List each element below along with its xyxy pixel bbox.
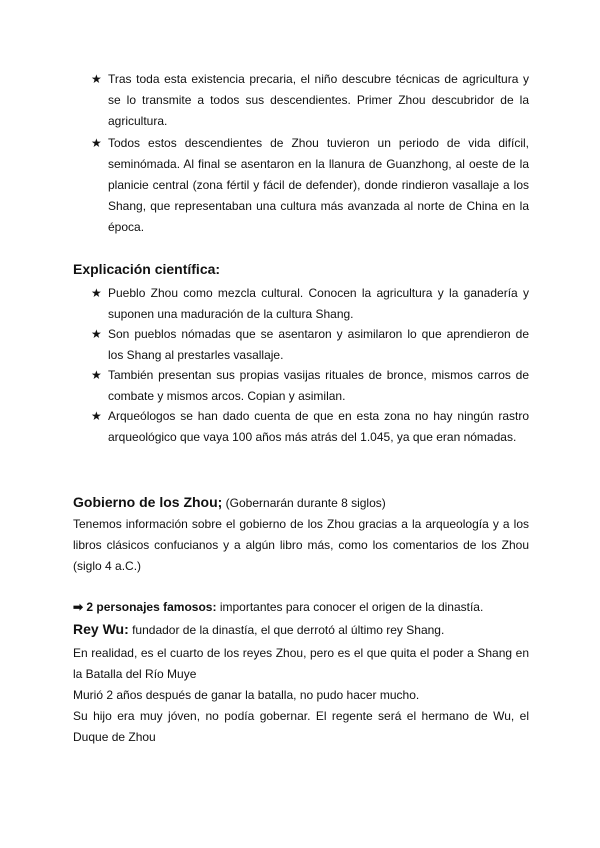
bullet-text: Son pueblos nómadas que se asentaron y asimilaron lo que aprendieron de los Shang al prestarles vasallaje. bbox=[108, 327, 529, 362]
star-icon: ★ bbox=[91, 72, 102, 86]
bullet-text: Tras toda esta existencia precaria, el niño descubre técnicas de agricultura y se lo transmite a todos sus descendientes. Primer Zhou descubridor de la agricultura. bbox=[108, 72, 529, 128]
science-bullet bbox=[91, 406, 529, 448]
personajes-line bbox=[73, 597, 529, 618]
bullet-text: Todos estos descendientes de Zhou tuvieron un periodo de vida difícil, seminómada. Al final se asentaron en la llanura de Guanzhong, al oeste de la planicie central (zona fértil y fácil de defender), donde rindieron vasallaje a los Shang, que representaban una cultura más avanzada al norte de China en la época. bbox=[108, 136, 529, 234]
rey-wu-line bbox=[73, 619, 529, 641]
intro-bullet bbox=[91, 133, 529, 238]
bullet-text: También presentan sus propias vasijas rituales de bronce, mismos carros de combate y mismos arcos. Copian y asimilan. bbox=[108, 368, 529, 403]
science-bullet bbox=[91, 365, 529, 407]
intro-bullet bbox=[91, 69, 529, 132]
gobierno-heading: Gobierno de los Zhou; bbox=[73, 494, 223, 510]
science-bullet bbox=[91, 324, 529, 366]
rey-wu-name: Rey Wu: bbox=[73, 621, 129, 637]
rey-wu-paragraph: Murió 2 años después de ganar la batalla, no pudo hacer mucho. bbox=[73, 688, 420, 702]
bullet-text: Arqueólogos se han dado cuenta de que en esta zona no hay ningún rastro arqueológico que vaya 100 años más atrás del 1.045, ya que eran nómadas. bbox=[108, 409, 529, 444]
bullet-text: Pueblo Zhou como mezcla cultural. Conocen la agricultura y la ganadería y suponen una maduración de la cultura Shang. bbox=[108, 286, 529, 321]
arrow-icon: ➡ bbox=[73, 600, 84, 614]
rey-wu-paragraph: Su hijo era muy jóven, no podía gobernar. El regente será el hermano de Wu, el Duque de Zhou bbox=[73, 709, 529, 744]
gobierno-heading-line bbox=[73, 492, 529, 514]
rey-wu-paragraph: En realidad, es el cuarto de los reyes Zhou, pero es el que quita el poder a Shang en la Batalla del Río Muye bbox=[73, 646, 529, 681]
star-icon: ★ bbox=[91, 327, 102, 341]
science-bullet bbox=[91, 283, 529, 325]
science-heading: Explicación científica: bbox=[73, 261, 221, 277]
star-icon: ★ bbox=[91, 368, 102, 382]
star-icon: ★ bbox=[91, 136, 102, 150]
gobierno-paragraph: Tenemos información sobre el gobierno de los Zhou gracias a la arqueología y a los libros clásicos confucianos y a algún libro más, como los comentarios de los Zhou (siglo 4 a.C.) bbox=[73, 517, 529, 573]
star-icon: ★ bbox=[91, 286, 102, 300]
personajes-label: 2 personajes famosos: bbox=[86, 600, 217, 614]
star-icon: ★ bbox=[91, 409, 102, 423]
gobierno-note: (Gobernarán durante 8 siglos) bbox=[225, 496, 386, 510]
personajes-text: importantes para conocer el origen de la dinastía. bbox=[219, 600, 484, 614]
rey-wu-text: fundador de la dinastía, el que derrotó al último rey Shang. bbox=[132, 623, 445, 637]
